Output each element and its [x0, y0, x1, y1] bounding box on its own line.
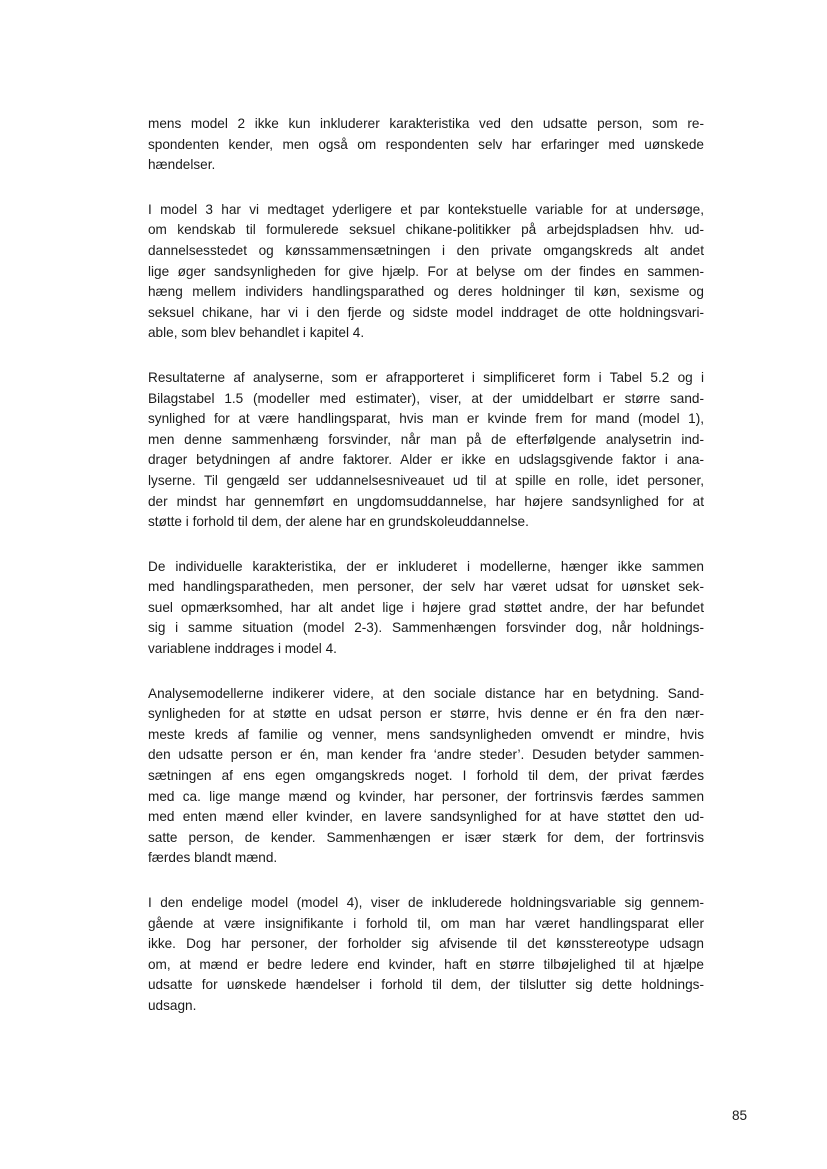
text-line: støtte i forhold til dem, der alene har en grundskoleuddannelse. [148, 514, 529, 530]
text-line: suel opmærksomhed, har alt andet lige i højere grad støttet andre, der har befundet [148, 599, 704, 615]
page-number: 85 [732, 1108, 748, 1123]
text-line: able, som blev behandlet i kapitel 4. [148, 325, 365, 341]
paragraph-3 [148, 368, 704, 533]
text-line: meste kreds af familie og venner, mens sandsynligheden omvendt er mindre, hvis [148, 726, 704, 742]
text-line: lyserne. Til gengæld ser uddannelsesniveauet ud til at spille en rolle, idet personer, [148, 472, 704, 488]
text-line: hæng mellem individers handlingsparathed og deres holdninger til køn, sexisme og [148, 284, 704, 300]
paragraph-5 [148, 684, 704, 869]
text-line: med handlingsparatheden, men personer, der selv har været udsat for uønsket sek- [148, 579, 704, 595]
text-line: Bilagstabel 1.5 (modeller med estimater), viser, at der umiddelbart er større sand- [148, 390, 704, 406]
paragraph-1 [148, 114, 704, 176]
text-line: drager betydningen af andre faktorer. Alder er ikke en udslagsgivende faktor i ana- [148, 452, 704, 468]
text-line: Resultaterne af analyserne, som er afrapporteret i simplificeret form i Tabel 5.2 og i [148, 369, 704, 385]
text-line: der mindst har gennemført en ungdomsuddannelse, har højere sandsynlighed for at [148, 493, 704, 509]
paragraph-6 [148, 893, 704, 1017]
text-line: færdes blandt mænd. [148, 850, 278, 866]
text-line: sætningen af ens egen omgangskreds noget. I forhold til dem, der privat færdes [148, 768, 704, 784]
text-line: med ca. lige mange mænd og kvinder, har personer, der fortrinsvis færdes sammen [148, 788, 704, 804]
text-line: spondenten kender, men også om respondenten selv har erfaringer med uønskede [148, 136, 704, 152]
text-line: dannelsesstedet og kønssammensætningen i den private omgangskreds alt andet [148, 242, 704, 258]
text-line: synlighed for at være handlingsparat, hvis man er kvinde frem for mand (model 1), [148, 411, 704, 427]
text-line: De individuelle karakteristika, der er inkluderet i modellerne, hænger ikke sammen [148, 558, 704, 574]
text-line: udsatte for uønskede hændelser i forhold til dem, der tilslutter sig dette holdnings- [148, 977, 704, 993]
text-line: ikke. Dog har personer, der forholder sig afvisende til det kønsstereotype udsagn [148, 936, 704, 952]
paragraph-2 [148, 200, 704, 344]
body-text [148, 114, 704, 1041]
text-line: men denne sammenhæng forsvinder, når man på de efterfølgende analysetrin ind- [148, 431, 704, 447]
text-line: satte person, de kender. Sammenhængen er især stærk for dem, der fortrinsvis [148, 829, 704, 845]
text-line: synligheden for at støtte en udsat person er større, hvis denne er én fra den nær- [148, 706, 704, 722]
text-line: den udsatte person er én, man kender fra ‘andre steder’. Desuden betyder sammen- [148, 747, 704, 763]
text-line: om, at mænd er bedre ledere end kvinder, haft en større tilbøjelighed til at hjælpe [148, 956, 704, 972]
text-line: Analysemodellerne indikerer videre, at den sociale distance har en betydning. Sand- [148, 685, 704, 701]
text-line: variablene inddrages i model 4. [148, 641, 337, 657]
paragraph-4 [148, 557, 704, 660]
text-line: med enten mænd eller kvinder, en lavere sandsynlighed for at have støttet den ud- [148, 809, 704, 825]
text-line: om kendskab til formulerede seksuel chikane-politikker på arbejdspladsen hhv. ud- [148, 222, 704, 238]
text-line: hændelser. [148, 157, 216, 173]
text-line: I den endelige model (model 4), viser de inkluderede holdningsvariable sig gennem- [148, 895, 704, 910]
text-line: sig i samme situation (model 2-3). Sammenhængen forsvinder dog, når holdnings- [148, 620, 704, 636]
text-line: gående at være insignifikante i forhold til, om man har været handlingsparat eller [148, 915, 704, 931]
text-line: I model 3 har vi medtaget yderligere et par kontekstuelle variable for at undersøge, [148, 201, 704, 217]
text-line: mens model 2 ikke kun inkluderer karakteristika ved den udsatte person, som re- [148, 116, 704, 131]
text-line: udsagn. [148, 997, 197, 1013]
text-line: lige øger sandsynligheden for give hjælp. For at belyse om der findes en sammen- [148, 263, 704, 279]
text-line: seksuel chikane, har vi i den fjerde og sidste model inddraget de otte holdningsvari- [148, 304, 704, 320]
